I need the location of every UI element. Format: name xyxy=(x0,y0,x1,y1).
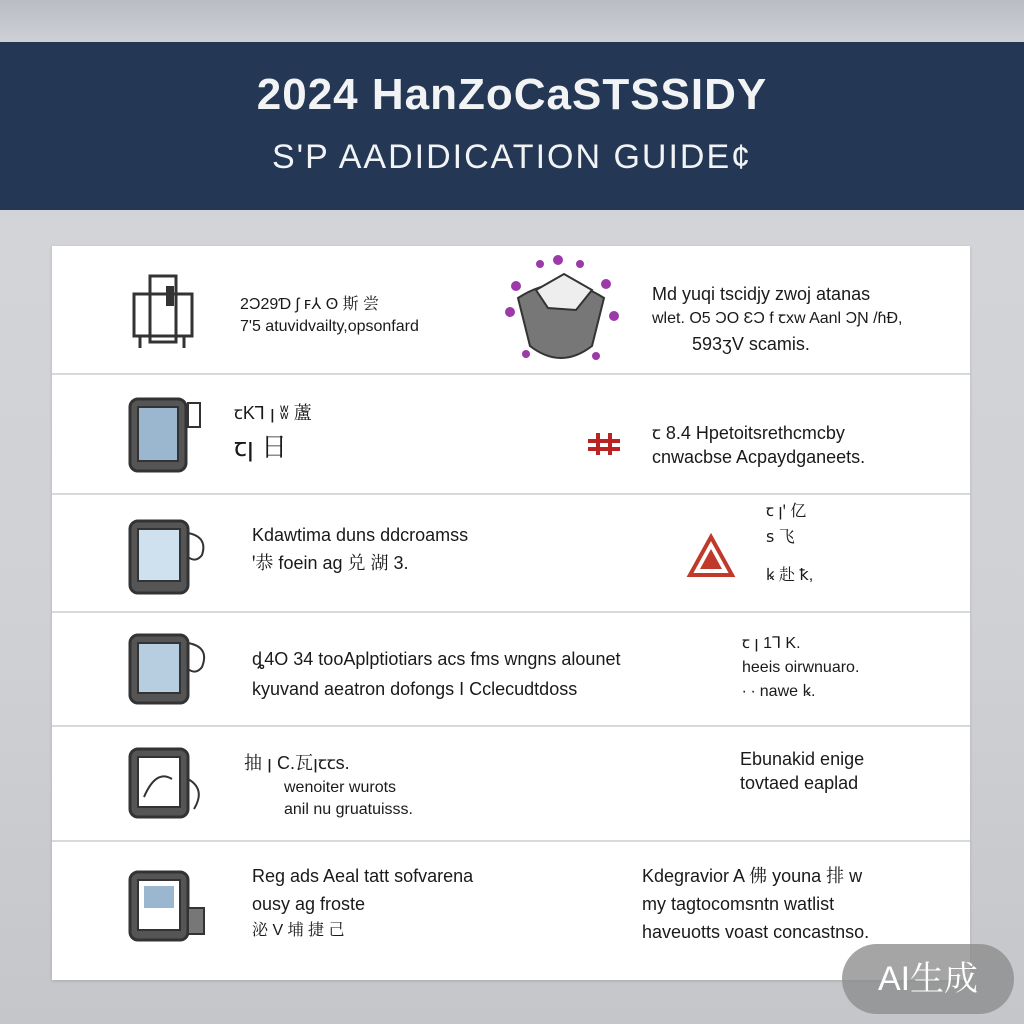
row-left-line: ȡ4O 34 tooAplptiotiars acs fms wngns alounet xyxy=(252,649,621,669)
row-right-line: ꞇ 8.4 Hpetoitsrethcmcby xyxy=(652,423,845,443)
row-right-line: cnwacbse Acpaydganeets. xyxy=(652,447,866,467)
row-right-line: ꞇ ꞁ 1⅂ K. xyxy=(742,635,801,652)
row-left-line: anil nu gruatuisss. xyxy=(284,801,413,818)
flower-basket-icon xyxy=(496,250,626,372)
tablet-icon xyxy=(122,625,212,715)
row-right-line: ꜱ 飞 xyxy=(766,529,795,546)
ai-generated-badge: AI生成 xyxy=(842,944,1014,1014)
row-right-line: Md yuqi tscidjy zwoj atanas xyxy=(652,284,871,304)
tablet-icon xyxy=(122,739,212,829)
tablet-icon xyxy=(122,511,212,601)
row-right-line: haveuotts voast concastnso. xyxy=(642,922,870,942)
row-left-line: ꞌ恭 foein ag 兑 湖 3. xyxy=(252,553,409,573)
guide-row xyxy=(52,373,970,495)
row-left-line: kyuvand aeatron dofongs I Cclecudtdoss xyxy=(252,679,578,699)
row-left-line: 2Ɔ29Ɗ ʃ ꜰ⅄ ʘ 斯 尝 xyxy=(240,296,380,313)
device-icon xyxy=(122,266,212,356)
guide-panel xyxy=(52,246,970,980)
row-right-line: Ebunakid enige xyxy=(740,749,865,769)
row-left-line: 7'5 atuvidvailty,opsonfard xyxy=(240,318,419,335)
row-right-line: tovtaed eaplad xyxy=(740,773,859,793)
top-strip xyxy=(0,0,1024,42)
row-left-line: 抽 ꞁ C.瓦ꞁꞇꞇs. xyxy=(244,753,350,773)
row-right-line: Kdegravior A 佛 youna 排 w xyxy=(642,866,863,886)
row-left-line: ꞇꞁ 日 xyxy=(234,432,288,462)
red-mark-icon xyxy=(584,431,624,457)
warning-triangle-icon xyxy=(686,533,736,579)
row-left-line: Reg ads Aeal tatt sofvarena xyxy=(252,866,474,886)
row-left-line: ousy ag froste xyxy=(252,894,366,914)
row-right-line: ∙ ∙ nawe ꝃ. xyxy=(742,683,816,700)
row-right-line: my tagtocomsntn watlist xyxy=(642,894,835,914)
guide-row xyxy=(52,725,970,842)
row-left-line: wenoiter wurots xyxy=(284,779,397,796)
device-icon xyxy=(122,862,212,952)
row-right-line: heeis oirwnuaro. xyxy=(742,659,860,676)
row-right-line: ꝃ 赴 ꝁ, xyxy=(766,567,814,584)
row-right-line: ꞇ ꞁꞌ 亿 xyxy=(766,503,807,520)
guide-row xyxy=(52,493,970,613)
guide-row xyxy=(52,840,970,980)
guide-row xyxy=(52,246,970,375)
page-title: 2024 HanZoCaSTSSIDY xyxy=(256,70,768,119)
row-left-line: 泌 V 埔 捷 己 xyxy=(252,922,345,939)
row-left-line: Kdawtima duns ddcroamss xyxy=(252,525,469,545)
row-left-line: ꞇK⅂ ꞁ ʬ 蘆 xyxy=(234,403,312,423)
phone-icon xyxy=(122,391,212,481)
row-right-line: wlet. O5 ƆO ԐƆ f ꞇxw Aanl ƆƝ /ɦƉ, xyxy=(652,310,903,327)
guide-row xyxy=(52,611,970,727)
page-subtitle: S'P AADIDICATION GUIDE¢ xyxy=(271,138,753,176)
row-right-line: 593ʒV scamis. xyxy=(692,334,810,354)
header-banner xyxy=(0,42,1024,210)
